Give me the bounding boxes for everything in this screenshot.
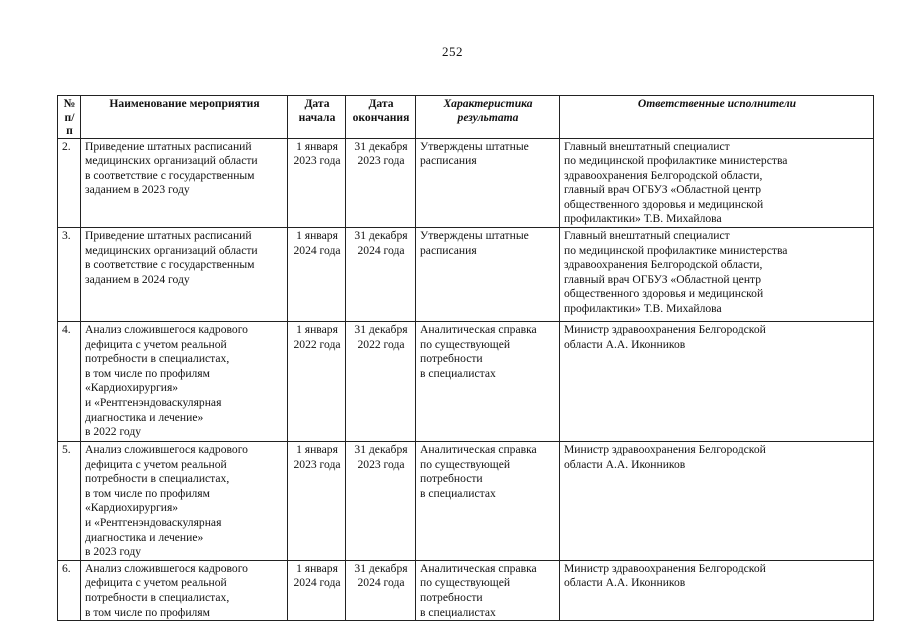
start-date: 1 января 2024 года [288, 560, 346, 620]
row-number: 2. [58, 138, 81, 228]
header-result: Характеристика результата [416, 96, 560, 139]
events-table [57, 95, 874, 621]
header-end-date: Дата окончания [346, 96, 416, 139]
header-start-date: Дата начала [288, 96, 346, 139]
row-number: 3. [58, 228, 81, 322]
start-date: 1 января 2024 года [288, 228, 346, 322]
header-event-name: Наименование мероприятия [81, 96, 288, 139]
executors: Министр здравоохранения Белгородской области А.А. Иконников [560, 322, 874, 442]
row-number: 4. [58, 322, 81, 442]
end-date: 31 декабря 2023 года [346, 442, 416, 561]
end-date: 31 декабря 2024 года [346, 560, 416, 620]
event-name: Приведение штатных расписаний медицинских организаций области в соответствие с государственным заданием в 2023 году [81, 138, 288, 228]
header-number: № п/п [58, 96, 81, 139]
event-name: Анализ сложившегося кадрового дефицита с учетом реальной потребности в специалистах, в том числе по профилям «Кардиохирургия» и «Рентгенэндоваскулярная диагностика и лечение» в 2022 году [81, 322, 288, 442]
end-date: 31 декабря 2024 года [346, 228, 416, 322]
table-row [58, 560, 874, 620]
executors: Главный внештатный специалист по медицинской профилактике министерства здравоохранения Белгородской области, главный врач ОГБУЗ «Областной центр общественного здоровья и медицинской профилактики» Т.В. Михайлова [560, 138, 874, 228]
row-number: 6. [58, 560, 81, 620]
executors: Министр здравоохранения Белгородской области А.А. Иконников [560, 560, 874, 620]
table-row [58, 442, 874, 561]
end-date: 31 декабря 2023 года [346, 138, 416, 228]
page-number: 252 [442, 44, 463, 59]
start-date: 1 января 2023 года [288, 138, 346, 228]
table-row [58, 138, 874, 228]
event-name: Анализ сложившегося кадрового дефицита с учетом реальной потребности в специалистах, в том числе по профилям «Кардиохирургия» и «Рентгенэндоваскулярная диагностика и лечение» в 2023 году [81, 442, 288, 561]
event-name: Приведение штатных расписаний медицинских организаций области в соответствие с государственным заданием в 2024 году [81, 228, 288, 322]
start-date: 1 января 2022 года [288, 322, 346, 442]
result: Аналитическая справка по существующей потребности в специалистах [416, 442, 560, 561]
event-name: Анализ сложившегося кадрового дефицита с учетом реальной потребности в специалистах, в том числе по профилям [81, 560, 288, 620]
header-executors: Ответственные исполнители [560, 96, 874, 139]
executors: Главный внештатный специалист по медицинской профилактике министерства здравоохранения Белгородской области, главный врач ОГБУЗ «Областной центр общественного здоровья и медицинской профилактики» Т.В. Михайлова [560, 228, 874, 322]
table-row [58, 322, 874, 442]
table-header-row [58, 96, 874, 139]
row-number: 5. [58, 442, 81, 561]
end-date: 31 декабря 2022 года [346, 322, 416, 442]
executors: Министр здравоохранения Белгородской области А.А. Иконников [560, 442, 874, 561]
table-row [58, 228, 874, 322]
result: Утверждены штатные расписания [416, 138, 560, 228]
result: Аналитическая справка по существующей потребности в специалистах [416, 560, 560, 620]
result: Утверждены штатные расписания [416, 228, 560, 322]
result: Аналитическая справка по существующей потребности в специалистах [416, 322, 560, 442]
start-date: 1 января 2023 года [288, 442, 346, 561]
